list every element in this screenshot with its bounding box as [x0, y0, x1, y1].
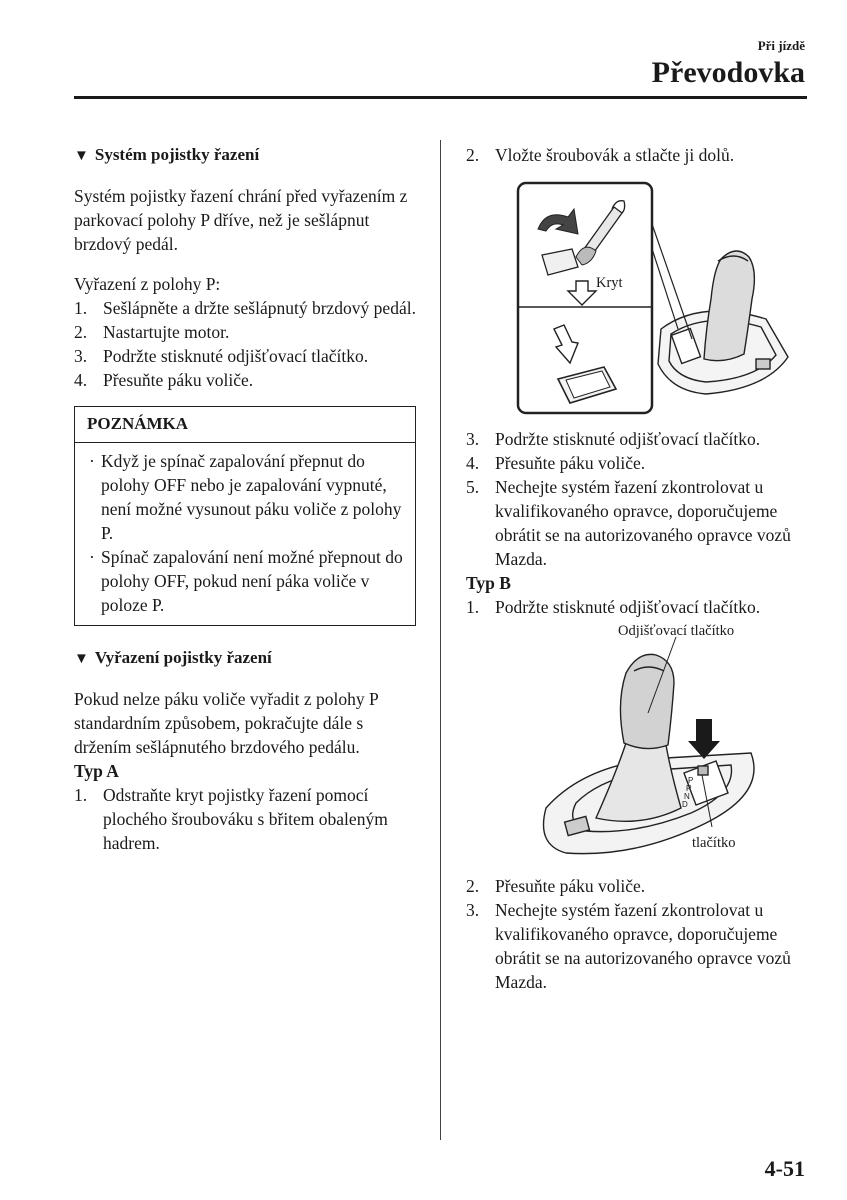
step-text: Odstraňte kryt pojistky řazení pomocí plochého šroubováku s břitem obaleným hadrem. — [103, 785, 388, 853]
step-number: 2. — [466, 145, 480, 165]
step-number: 4. — [466, 453, 480, 473]
triangle-icon: ▼ — [74, 148, 89, 164]
list-item — [466, 143, 811, 167]
step-number: 5. — [466, 477, 480, 497]
note-item — [87, 545, 403, 617]
type-b-heading: Typ B — [466, 573, 511, 593]
intro-paragraph: Systém pojistky řazení chrání před vyřazením z parkovací polohy P dříve, než je sešlápnut brzdový pedál. — [74, 186, 408, 254]
step-text: Podržte stisknuté odjišťovací tlačítko. — [103, 346, 369, 366]
steps-title: Vyřazení z polohy P: — [74, 274, 221, 294]
list-item — [466, 874, 811, 898]
shift-lock-illustration — [466, 179, 796, 419]
list-item — [74, 783, 419, 855]
release-button-label: Odjišťovací tlačítko — [618, 623, 735, 639]
svg-text:R: R — [686, 784, 692, 793]
svg-text:P: P — [688, 776, 694, 785]
step-number: 1. — [74, 785, 88, 805]
figure-release-button — [466, 623, 796, 868]
step-number: 3. — [74, 346, 88, 366]
column-divider — [440, 140, 441, 1140]
step-text: Podržte stisknuté odjišťovací tlačítko. — [495, 429, 761, 449]
note-item — [87, 449, 403, 545]
list-item — [74, 296, 419, 320]
header-rule — [74, 96, 807, 99]
step-number: 3. — [466, 429, 480, 449]
step-text: Vložte šroubovák a stlačte ji dolů. — [495, 145, 735, 165]
type-a-heading: Typ A — [74, 761, 119, 781]
page-number: 4-51 — [764, 1156, 805, 1181]
right-column — [466, 143, 811, 994]
step-number: 4. — [74, 370, 88, 390]
page-title: Převodovka — [651, 56, 805, 89]
triangle-icon: ▼ — [74, 651, 89, 667]
step-number: 2. — [74, 322, 88, 342]
note-title: POZNÁMKA — [75, 407, 415, 443]
steps-list — [74, 296, 419, 392]
step-text: Přesuňte páku voliče. — [495, 453, 646, 473]
type-a-steps-end — [466, 427, 811, 571]
heading-text: Vyřazení pojistky řazení — [94, 648, 272, 667]
svg-text:D: D — [682, 800, 688, 809]
step-text: Nechejte systém řazení zkontrolovat u kvalifikovaného opravce, doporučujeme obrátit se na autorizovaného opravce vozů Mazda. — [495, 477, 791, 569]
cover-label: Kryt — [596, 275, 623, 291]
step-text: Přesuňte páku voliče. — [103, 370, 254, 390]
list-item — [466, 427, 811, 451]
list-item — [74, 320, 419, 344]
step-text: Nastartujte motor. — [103, 322, 230, 342]
heading-shift-lock — [74, 143, 419, 168]
note-box — [74, 406, 416, 626]
step-text: Podržte stisknuté odjišťovací tlačítko. — [495, 597, 761, 617]
step-number: 1. — [466, 597, 480, 617]
type-a-steps-cont — [466, 143, 811, 167]
svg-text:N: N — [684, 792, 690, 801]
bullet: · — [89, 451, 95, 471]
list-item — [74, 344, 419, 368]
step-text: Nechejte systém řazení zkontrolovat u kvalifikovaného opravce, doporučujeme obrátit se na autorizovaného opravce vozů Mazda. — [495, 900, 791, 992]
step-number: 3. — [466, 900, 480, 920]
left-column — [74, 143, 419, 855]
step-text: Přesuňte páku voliče. — [495, 876, 646, 896]
section-label: Při jízdě — [757, 38, 805, 53]
bullet: · — [89, 547, 95, 567]
list-item — [466, 451, 811, 475]
button-label: tlačítko — [692, 835, 736, 851]
override-paragraph: Pokud nelze páku voliče vyřadit z polohy P standardním způsobem, pokračujte dále s držením sešlápnutého brzdového pedálu. — [74, 689, 379, 757]
heading-shift-lock-override — [74, 646, 419, 671]
type-b-steps — [466, 595, 811, 619]
note-body — [75, 443, 415, 625]
step-text: Sešlápněte a držte sešlápnutý brzdový pedál. — [103, 298, 416, 318]
note-text: Spínač zapalování není možné přepnout do polohy OFF, pokud není páka voliče v poloze P. — [101, 547, 403, 615]
heading-text: Systém pojistky řazení — [94, 145, 260, 164]
note-text: Když je spínač zapalování přepnut do polohy OFF nebo je zapalování vypnuté, není možné vysunout páku voliče z polohy P. — [101, 451, 402, 543]
type-b-steps-end — [466, 874, 811, 994]
type-a-steps — [74, 783, 419, 855]
list-item — [466, 898, 811, 994]
list-item — [466, 475, 811, 571]
step-number: 2. — [466, 876, 480, 896]
list-item — [74, 368, 419, 392]
step-number: 1. — [74, 298, 88, 318]
figure-shift-lock-cover — [466, 179, 796, 419]
shifter-illustration — [466, 623, 796, 868]
list-item — [466, 595, 811, 619]
